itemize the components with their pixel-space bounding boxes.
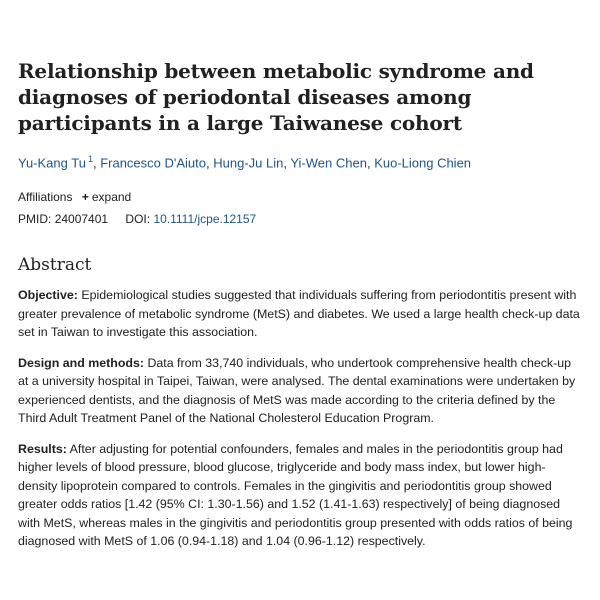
author-separator: ,: [283, 155, 291, 171]
author-link[interactable]: Francesco D'Aiuto: [100, 155, 207, 171]
expand-label: expand: [91, 190, 132, 205]
abstract-heading: Abstract: [18, 255, 92, 276]
abstract-section-results: [18, 440, 584, 551]
doi-link[interactable]: 10.1111/jcpe.12157: [153, 212, 257, 227]
pmid-value: 24007401: [54, 212, 109, 227]
abstract-section-objective: [18, 286, 584, 342]
author-link[interactable]: Hung-Ju Lin: [213, 155, 284, 171]
section-label: Results:: [18, 441, 67, 456]
author-list: [18, 150, 584, 172]
section-label: Design and methods:: [18, 355, 144, 370]
pmid-label: PMID:: [18, 212, 52, 227]
affiliations-row: [18, 188, 584, 206]
expand-affiliations-button[interactable]: [82, 190, 131, 204]
section-text: After adjusting for potential confounders, females and males in the periodontitis group had higher levels of blood pressure, blood glucose, triglyceride and body mass index, but lower high-density lipoprotein compared to controls. Females in the gingivitis and periodontitis group showed greater odds ratios [1.42 (95% CI: 1.30-1.56) and 1.52 (1.41-1.63) respectively] of being diagnosed with MetS, whereas males in the gingivitis and periodontitis group presented with odds ratios of being diagnosed with MetS of 1.06 (0.94-1.18) and 1.04 (0.96-1.12) respectively.: [18, 441, 573, 549]
affiliations-label: Affiliations: [18, 190, 73, 205]
section-label: Objective:: [18, 288, 78, 303]
article-meta: [18, 188, 584, 228]
author-link[interactable]: Yu-Kang Tu: [18, 155, 86, 171]
abstract-section-design: [18, 354, 584, 428]
article-page: [18, 58, 584, 563]
author-separator: ,: [92, 155, 101, 171]
author-separator: ,: [206, 155, 214, 171]
doi-label: DOI:: [125, 212, 151, 227]
identifiers-row: [18, 210, 584, 228]
article-title: Relationship between metabolic syndrome and diagnoses of periodontal diseases among participants in a large Taiwanese cohort: [18, 59, 534, 135]
affiliation-marker[interactable]: 1: [87, 154, 93, 164]
author-separator: ,: [366, 155, 375, 171]
author-link[interactable]: Kuo-Liong Chien: [374, 155, 472, 171]
section-text: Epidemiological studies suggested that individuals suffering from periodontitis present with greater prevalence of metabolic syndrome (MetS) and diabetes. We used a large health check-up data set in Taiwan to investigate this association.: [18, 288, 580, 340]
author-link[interactable]: Yi-Wen Chen: [290, 155, 367, 171]
plus-icon: +: [81, 190, 89, 205]
section-text: Data from 33,740 individuals, who undertook comprehensive health check-up at a university hospital in Taipei, Taiwan, were analysed. The dental examinations were undertaken by experienced dentists, and the diagnosis of MetS was made according to the criteria defined by the Third Adult Treatment Panel of the National Cholesterol Education Program.: [18, 355, 576, 426]
